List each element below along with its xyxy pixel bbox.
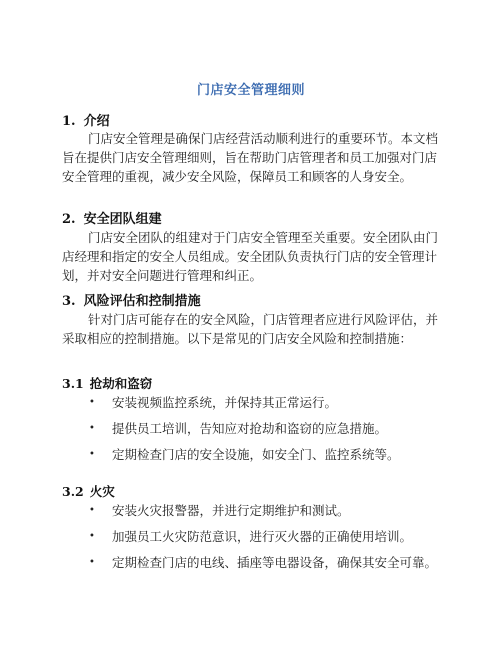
section-number: 3. [62, 294, 76, 309]
list-item: • 定期检查门店的电线、插座等电器设备，确保其安全可靠。 [89, 555, 438, 570]
list-item: • 安装火灾报警器，并进行定期维护和测试。 [89, 503, 350, 518]
list-item: • 安装视频监控系统，并保持其正常运行。 [89, 395, 338, 410]
list-item: • 加强员工火灾防范意识，进行灭火器的正确使用培训。 [89, 529, 413, 544]
bullet-icon: • [89, 397, 95, 408]
subsection-number: 3.1 [62, 376, 84, 391]
section-paragraph-risk: 针对门店可能存在的安全风险，门店管理者应进行风险评估，并采取相应的控制措施。以下是常见的门店安全风险和控制措施： [62, 312, 439, 346]
subsection-heading-fire [62, 482, 115, 500]
section-heading-intro [62, 110, 110, 129]
section-title: 风险评估和控制措施 [83, 294, 201, 309]
bullet-icon: • [89, 531, 95, 542]
subsection-title: 抢劫和盗窃 [89, 376, 153, 391]
subsection-number: 3.2 [62, 484, 84, 499]
section-title: 介绍 [83, 114, 110, 129]
bullet-list-fire [62, 501, 442, 572]
section-title: 安全团队组建 [83, 212, 162, 227]
section-paragraph-intro: 门店安全管理是确保门店经营活动顺利进行的重要环节。本文档旨在提供门店安全管理细则，旨在帮助门店管理者和员工加强对门店安全管理的重视，减少安全风险，保障员工和顾客的人身安全。 [62, 131, 439, 184]
bullet-icon: • [89, 505, 95, 516]
bullet-icon: • [89, 423, 95, 434]
bullet-list-robbery [62, 393, 442, 464]
subsection-heading-robbery [62, 374, 152, 392]
section-heading-team [62, 208, 162, 227]
bullet-icon: • [89, 449, 95, 460]
list-item: • 提供员工培训，告知应对抢劫和盗窃的应急措施。 [89, 421, 388, 436]
bullet-icon: • [89, 557, 95, 568]
section-number: 2. [62, 212, 76, 227]
section-number: 1. [62, 114, 76, 129]
list-item: • 定期检查门店的安全设施，如安全门、监控系统等。 [89, 447, 400, 462]
subsection-title: 火灾 [89, 484, 115, 499]
section-paragraph-team: 门店安全团队的组建对于门店安全管理至关重要。安全团队由门店经理和指定的安全人员组成。安全团队负责执行门店的安全管理计划，并对安全问题进行管理和纠正。 [62, 230, 439, 283]
document-title: 门店安全管理细则 [196, 83, 305, 98]
section-heading-risk [62, 290, 201, 309]
